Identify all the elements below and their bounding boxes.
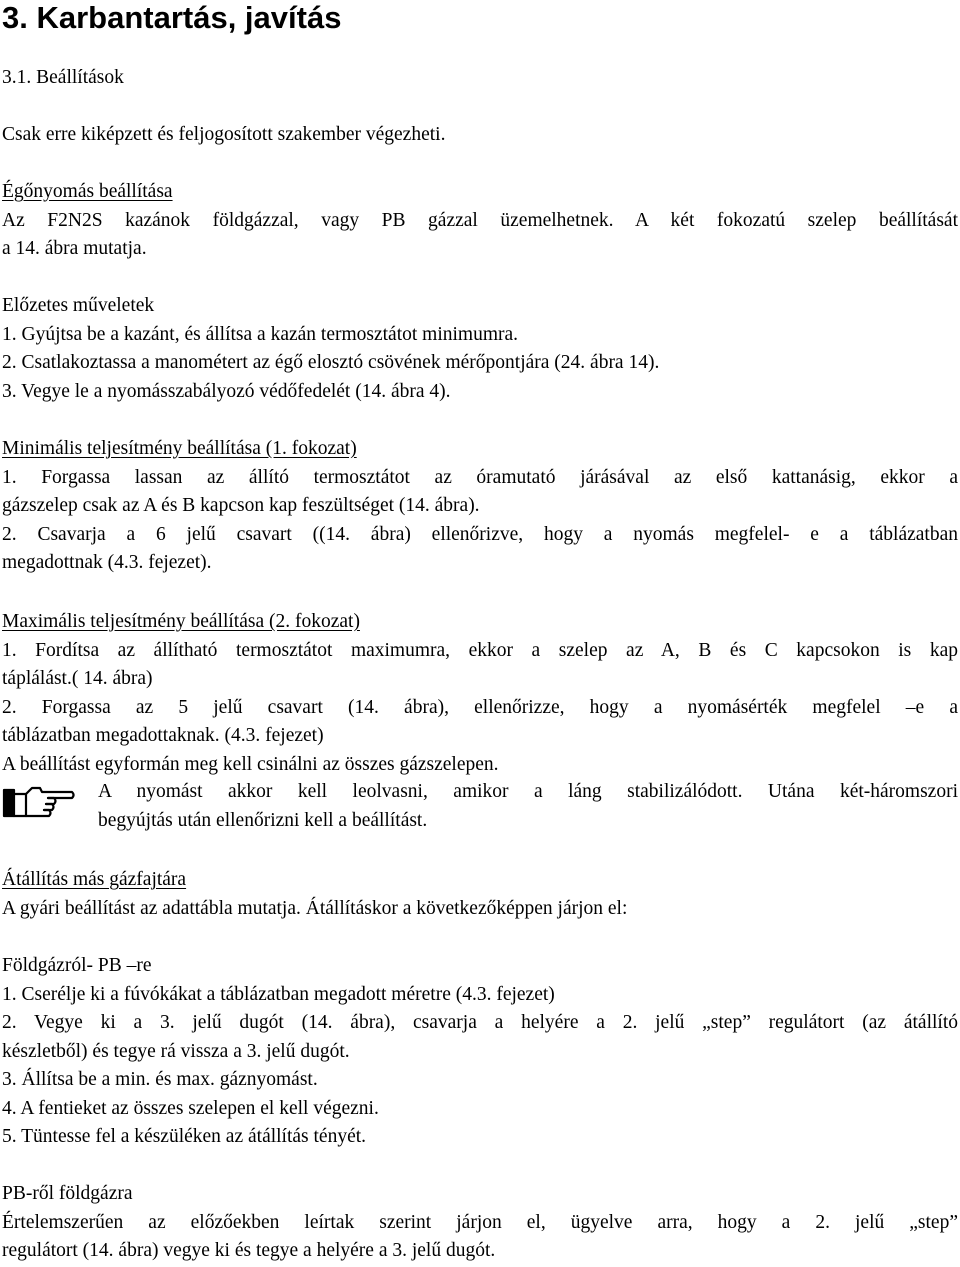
conversion-title: Átállítás más gázfajtára xyxy=(2,869,187,890)
ng-to-pb-title: Földgázról- PB –re xyxy=(2,955,152,976)
subheading-text: 3.1. Beállítások xyxy=(2,67,124,88)
note-block xyxy=(2,778,958,838)
max-power-step-2a: 2. Forgassa az 5 jelű csavart (14. ábra), ellenőrizze, hogy a nyomásérték megfelel –e a xyxy=(2,696,958,718)
conversion-intro: A gyári beállítást az adattábla mutatja. Átállításkor a következőképpen járjon el: xyxy=(2,897,628,919)
pb-to-ng-line-1: Értelemszerűen az előzőekben leírtak szerint járjon el, ügyelve arra, hogy a 2. jelű „step” xyxy=(2,1211,958,1233)
gas-pressure-title: Égőnyomás beállítása xyxy=(2,181,173,202)
max-power-step-1b: táplálást.( 14. ábra) xyxy=(2,668,153,689)
ng-to-pb-step-5: 5. Tüntesse fel a készüléken az átállítás tényét. xyxy=(2,1126,367,1147)
pb-to-ng-title: PB-ről földgázra xyxy=(2,1183,133,1204)
pb-to-ng-line-2: regulátort (14. ábra) vegye ki és tegye a helyére a 3. jelű dugót. xyxy=(2,1240,496,1261)
ng-to-pb-section xyxy=(2,952,958,1152)
section-subheading xyxy=(2,64,958,93)
note-line-1: A nyomást akkor kell leolvasni, amikor a láng stabilizálódott. Utána két-háromszori xyxy=(98,781,958,802)
note-line-2: begyújtás után ellenőrizni kell a beállítást. xyxy=(98,809,428,831)
gas-pressure-section xyxy=(2,178,958,264)
ng-to-pb-step-1: 1. Cserélje ki a fúvókákat a táblázatban megadott méretre (4.3. fejezet) xyxy=(2,983,555,1005)
max-power-title: Maximális teljesítmény beállítása (2. fokozat) xyxy=(2,611,360,632)
gas-pressure-line-2: a 14. ábra mutatja. xyxy=(2,238,147,259)
preliminary-section xyxy=(2,292,958,406)
min-power-step-2a: 2. Csavarja a 6 jelű csavart ((14. ábra) ellenőrizve, hogy a nyomás megfelel- e a táblázatban xyxy=(2,523,958,545)
intro-paragraph xyxy=(2,121,958,150)
ng-to-pb-step-3: 3. Állítsa be a min. és max. gáznyomást. xyxy=(2,1069,318,1090)
min-power-step-1b: gázszelep csak az A és B kapcson kap feszültséget (14. ábra). xyxy=(2,495,480,516)
pointing-hand-icon xyxy=(2,782,76,822)
max-power-step-2b: táblázatban megadottaknak. (4.3. fejezet) xyxy=(2,725,324,746)
preliminary-title: Előzetes műveletek xyxy=(2,295,155,316)
ng-to-pb-step-2b: készletből) és tegye rá vissza a 3. jelű dugót. xyxy=(2,1040,350,1062)
ng-to-pb-step-2a: 2. Vegye ki a 3. jelű dugót (14. ábra), csavarja a helyére a 2. jelű „step” regulátort (az átállító xyxy=(2,1012,958,1033)
preliminary-step: 1. Gyújtsa be a kazánt, és állítsa a kazán termosztátot minimumra. xyxy=(2,323,519,345)
page-title: 3. Karbantartás, javítás xyxy=(2,0,342,35)
intro-text: Csak erre kiképzett és feljogosított szakember végezheti. xyxy=(2,124,446,145)
preliminary-step: 2. Csatlakoztassa a manométert az égő elosztó csövének mérőpontjára (24. ábra 14). xyxy=(2,352,660,373)
max-power-step-1a: 1. Fordítsa az állítható termosztátot maximumra, ekkor a szelep az A, B és C kapcsokon is kap xyxy=(2,639,958,661)
min-power-title: Minimális teljesítmény beállítása (1. fokozat) xyxy=(2,438,357,459)
min-power-step-2b: megadottnak (4.3. fejezet). xyxy=(2,552,212,573)
note-text xyxy=(98,778,958,835)
pb-to-ng-section xyxy=(2,1180,958,1266)
gas-pressure-line-1: Az F2N2S kazánok földgázzal, vagy PB gázzal üzemelhetnek. A két fokozatú szelep beállítását xyxy=(2,209,958,231)
max-power-closing: A beállítást egyformán meg kell csinálni az összes gázszelepen. xyxy=(2,753,499,775)
conversion-section xyxy=(2,866,958,923)
min-power-step-1a: 1. Forgassa lassan az állító termosztátot az óramutató járásával az első kattanásig, ekkor a xyxy=(2,466,958,488)
preliminary-step: 3. Vegye le a nyomásszabályozó védőfedelét (14. ábra 4). xyxy=(2,380,451,402)
ng-to-pb-step-4: 4. A fentieket az összes szelepen el kell végezni. xyxy=(2,1097,379,1119)
min-power-section xyxy=(2,435,958,578)
max-power-section xyxy=(2,608,958,779)
